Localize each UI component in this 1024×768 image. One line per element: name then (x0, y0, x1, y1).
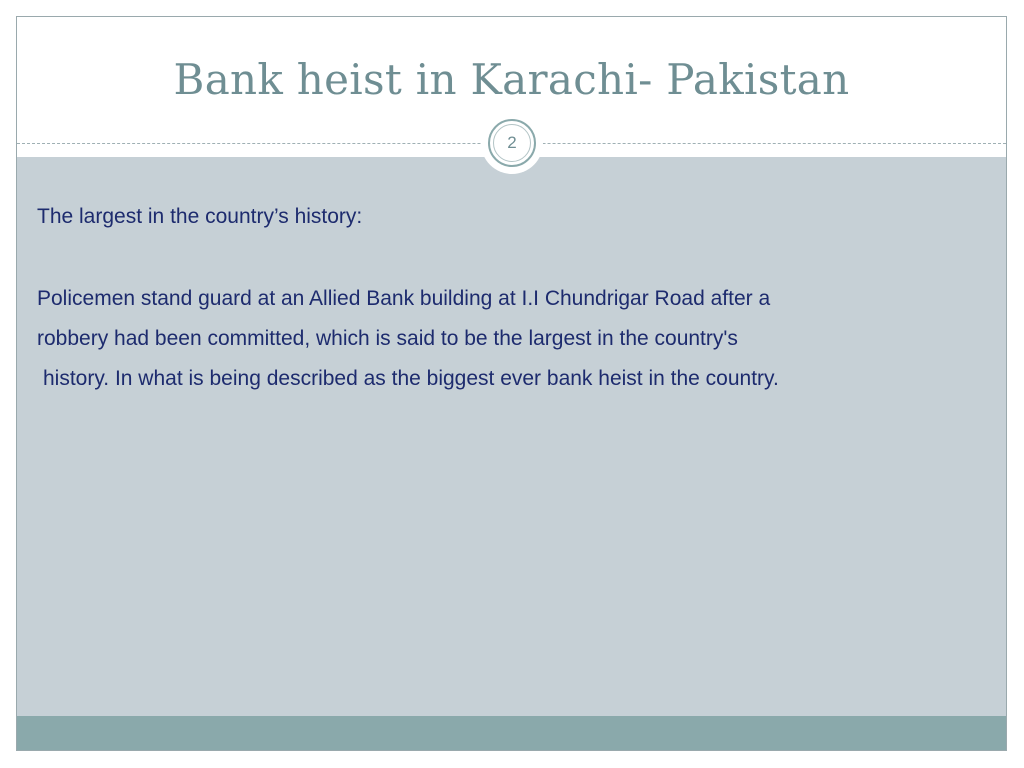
spacer (37, 237, 992, 279)
slide (16, 16, 1007, 751)
footer-bar (17, 716, 1006, 750)
paragraph-line: Policemen stand guard at an Allied Bank building at I.I Chundrigar Road after a (37, 287, 771, 310)
slide-title: Bank heist in Karachi- Pakistan (173, 55, 850, 104)
slide-content (37, 197, 992, 399)
intro-text: The largest in the country’s history: (37, 205, 363, 228)
paragraph-line: robbery had been committed, which is said to be the largest in the country's (37, 327, 738, 350)
page-number-ring (488, 119, 536, 167)
paragraph-line: history. In what is being described as the biggest ever bank heist in the country. (43, 367, 779, 390)
page-number-badge (481, 112, 543, 174)
page-number: 2 (493, 124, 531, 162)
